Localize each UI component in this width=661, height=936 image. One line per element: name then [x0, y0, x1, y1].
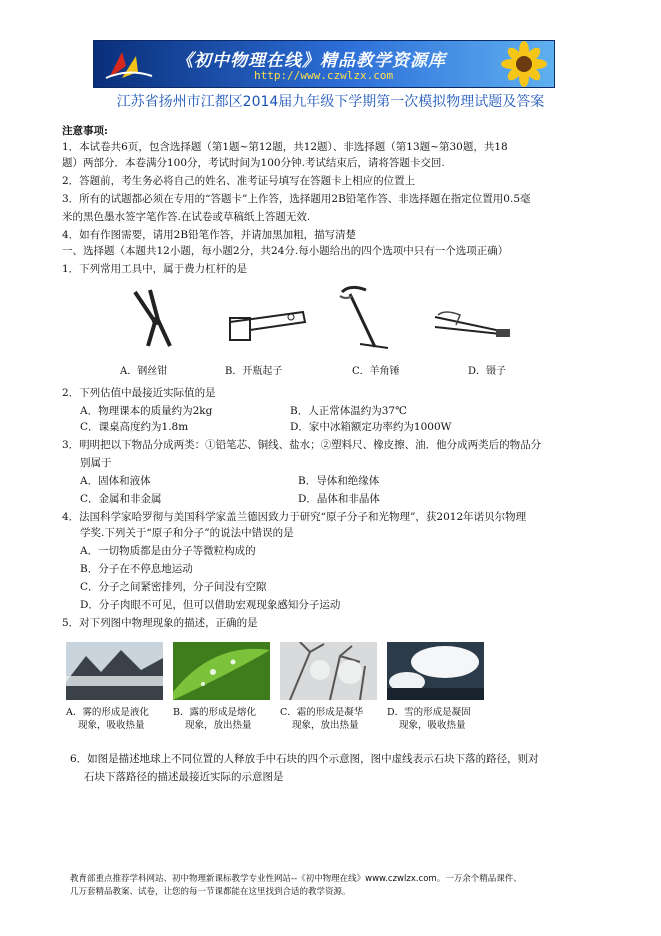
q2-option-b: B．人正常体温约为37℃: [290, 405, 407, 417]
caption-line: 现象，放出热量: [185, 720, 252, 731]
q3-option-a: A．固体和液体: [80, 475, 151, 487]
footer-line: 几万套精品教案、试卷，让您的每一节课都能在这里找到合适的教学资源。: [70, 887, 351, 897]
notice-line: 米的黑色墨水签字笔作答.在试卷或草稿纸上答题无效.: [62, 211, 311, 223]
question-6-stem: 6．如图是描述地球上不同位置的人释放手中石块的四个示意图，图中虚线表示石块下落的路径，则对: [70, 753, 539, 765]
claw-hammer-image: [330, 282, 400, 357]
banner-url: http://www.czwlzx.com: [254, 69, 394, 82]
q2-option-d: D．家中冰箱额定功率约为1000W: [290, 421, 452, 433]
q1-option-a: A．钢丝钳: [120, 366, 168, 377]
q2-option-a: A．物理课本的质量约为2kg: [80, 405, 213, 417]
q3-option-d: D．晶体和非晶体: [298, 493, 380, 505]
q5-caption-b: [173, 706, 256, 732]
sunflower-icon: [494, 41, 554, 87]
bottle-opener-image: [225, 300, 310, 350]
q4-option-b: B．分子在不停息地运动: [80, 563, 193, 575]
question-2-stem: 2．下列估值中最接近实际值的是: [62, 387, 216, 399]
caption-line: 现象，放出热量: [292, 720, 359, 731]
caption-line: 现象，吸收热量: [399, 720, 466, 731]
header-banner: [93, 40, 555, 88]
page-footer: [70, 873, 630, 899]
notice-line: 4．如有作图需要，请用2B铅笔作答，并请加黑加粗，描写清楚: [62, 229, 357, 241]
q4-option-d: D．分子肉眼不可见，但可以借助宏观现象感知分子运动: [80, 599, 341, 611]
question-3-stem: 3．明明把以下物品分成两类：①铅笔芯、铜线、盐水；②塑料尺、橡皮擦、油．他分成两类后的物品分: [62, 439, 542, 451]
question-5-stem: 5．对下列图中物理现象的描述，正确的是: [62, 617, 258, 629]
q4-option-c: C．分子之间紧密排列，分子间没有空隙: [80, 581, 267, 593]
q5-caption-c: [280, 706, 363, 732]
q4-option-a: A．一切物质都是由分子等微粒构成的: [80, 545, 256, 557]
question-3-stem-cont: 别属于: [80, 457, 112, 469]
q1-option-d: D．镊子: [468, 366, 507, 377]
banner-title: 《初中物理在线》精品教学资源库: [176, 51, 446, 71]
notice-line: 3．所有的试题都必须在专用的“答题卡”上作答，选择题用2B铅笔作答、非选择题在指定位置用0.5毫: [62, 193, 531, 205]
notice-line: 2．答题前，考生务必将自己的姓名、准考证号填写在答题卡上相应的位置上: [62, 175, 416, 187]
notice-heading: 注意事项:: [62, 125, 108, 137]
tweezers-image: [430, 305, 515, 345]
section-heading: 一、选择题（本题共12小题，每小题2分，共24分.每小题给出的四个选项中只有一个选项正确）: [62, 245, 509, 257]
question-4-stem-cont: 学奖.下列关于“原子和分子”的说法中错误的是: [80, 527, 294, 539]
q1-option-c: C．羊角锤: [352, 366, 400, 377]
q1-option-b: B．开瓶起子: [225, 366, 283, 377]
notice-line: 题）两部分．本卷满分100分，考试时间为100分钟.考试结束后，请将答题卡交回.: [62, 157, 445, 169]
fog-photo: [66, 642, 163, 700]
q2-option-c: C．课桌高度约为1.8m: [80, 421, 189, 433]
notice-line: 1．本试卷共6页，包含选择题（第1题~第12题，共12题）、非选择题（第13题~第30题，共18: [62, 141, 508, 153]
caption-line: C．霜的形成是凝华: [280, 707, 364, 718]
question-4-stem: 4．法国科学家哈罗彻与美国科学家盖兰德因致力于研究“原子分子和光物理”，获2012年诺贝尔物理: [62, 511, 527, 523]
caption-line: A．雾的形成是液化: [66, 707, 149, 718]
document-title: 江苏省扬州市江都区2014届九年级下学期第一次模拟物理试题及答案: [116, 94, 545, 110]
caption-line: 现象，吸收热量: [78, 720, 145, 731]
snow-photo: [387, 642, 484, 700]
caption-line: B．露的形成是熔化: [173, 707, 256, 718]
logo-icon: [104, 46, 154, 82]
pliers-image: [120, 284, 195, 354]
footer-line: 教育部重点推荐学科网站、初中物理新课标教学专业性网站--《初中物理在线》www.czwlzx.com。一万余个精品课件、: [70, 874, 522, 884]
q3-option-b: B．导体和绝缘体: [298, 475, 380, 487]
q5-caption-d: [387, 706, 471, 732]
frost-photo: [280, 642, 377, 700]
question-6-stem-cont: 石块下落路径的描述最接近实际的示意图是: [84, 771, 284, 783]
question-1-stem: 1．下列常用工具中，属于费力杠杆的是: [62, 263, 248, 275]
q5-caption-a: [66, 706, 149, 732]
caption-line: D．雪的形成是凝固: [387, 707, 471, 718]
q3-option-c: C．金属和非金属: [80, 493, 162, 505]
dew-photo: [173, 642, 270, 700]
